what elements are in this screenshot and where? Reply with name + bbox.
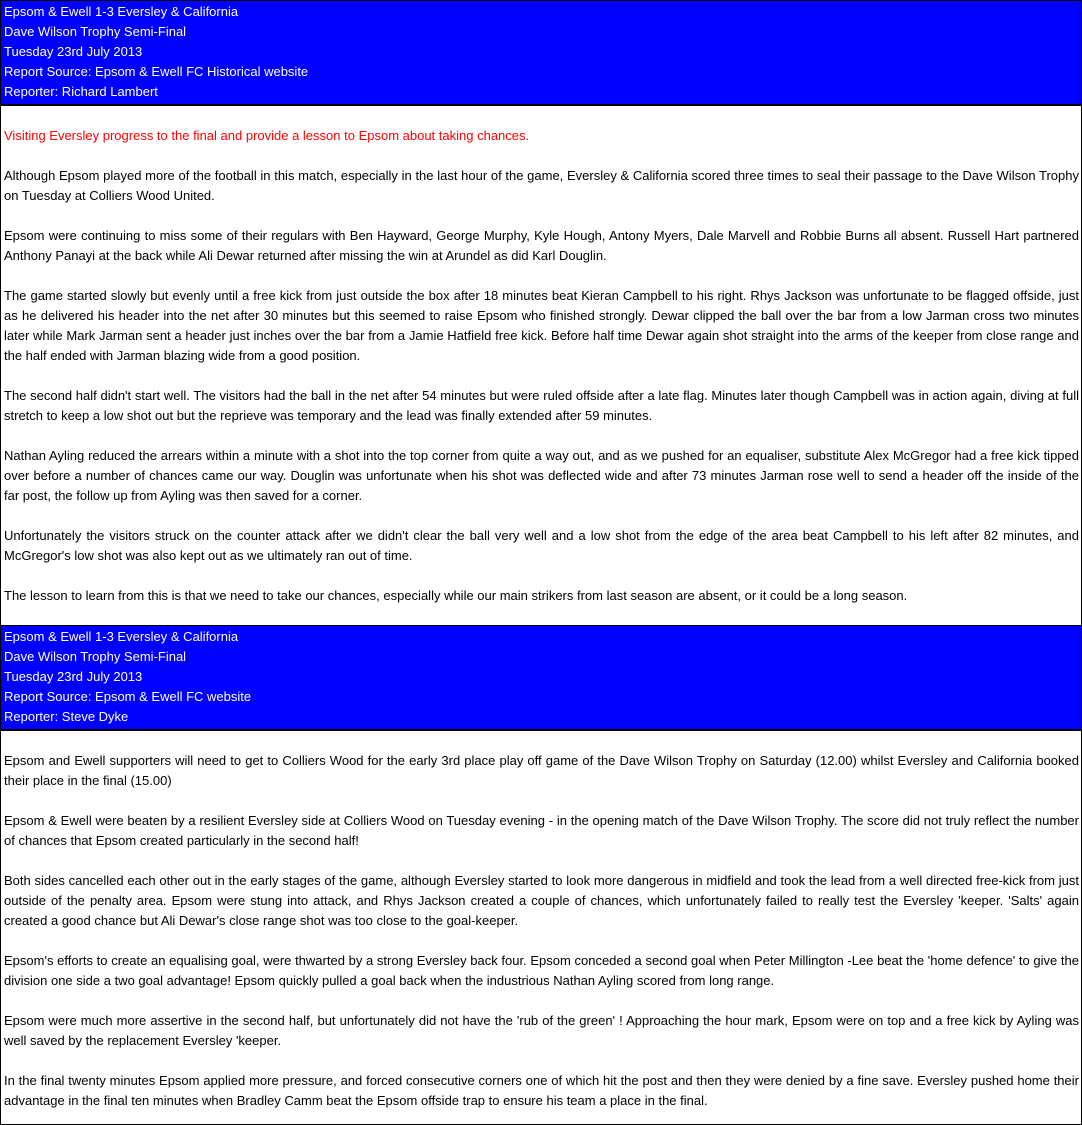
report-source: Report Source: Epsom & Ewell FC Historical website	[4, 64, 309, 79]
report-paragraph: The lesson to learn from this is that we need to take our chances, especially while our main strikers from last season are absent, or it could be a long season.	[4, 588, 908, 603]
competition-name: Dave Wilson Trophy Semi-Final	[4, 649, 187, 664]
match-date: Tuesday 23rd July 2013	[4, 669, 143, 684]
report-paragraph: Although Epsom played more of the football in this match, especially in the last hour of the game, Eversley & California scored three times to seal their passage to the Dave Wilson Trophy on Tuesday at Colliers Wood United.	[4, 168, 1079, 203]
match-date: Tuesday 23rd July 2013	[4, 44, 143, 59]
report-body-2	[1, 731, 1081, 1125]
report-paragraph: Unfortunately the visitors struck on the counter attack after we didn't clear the ball very well and a low shot from the edge of the area beat Campbell to his left after 82 minutes, and McGregor's low shot was also kept out as we ultimately ran out of time.	[4, 528, 1079, 563]
report-paragraph: Epsom's efforts to create an equalising goal, were thwarted by a strong Eversley back four. Epsom conceded a second goal when Peter Millington -Lee beat the 'home defence' to give the division one side a two goal advantage! Epsom quickly pulled a goal back when the industrious Nathan Ayling scored from long range.	[4, 953, 1079, 988]
report-headline: Visiting Eversley progress to the final and provide a lesson to Epsom about taking chances.	[4, 128, 530, 143]
report-paragraph: The game started slowly but evenly until a free kick from just outside the box after 18 minutes beat Kieran Campbell to his right. Rhys Jackson was unfortunate to be flagged offside, just as he delivered his header into the net after 30 minutes but this seemed to raise Epsom who finished strongly. Dewar clipped the ball over the bar from a low Jarman cross two minutes later while Mark Jarman sent a header just inches over the bar from a Jamie Hatfield free kick. Before half time Dewar again shot straight into the arms of the keeper from close range and the half ended with Jarman blazing wide from a good position.	[4, 288, 1079, 363]
report-header-1	[1, 1, 1081, 106]
report-paragraph: Epsom and Ewell supporters will need to get to Colliers Wood for the early 3rd place play off game of the Dave Wilson Trophy on Saturday (12.00) whilst Eversley and California booked their place in the final (15.00)	[4, 753, 1079, 788]
report-paragraph: The second half didn't start well. The visitors had the ball in the net after 54 minutes but were ruled offside after a late flag. Minutes later though Campbell was in action again, diving at full stretch to keep a low shot out but the reprieve was temporary and the lead was finally extended after 59 minutes.	[4, 388, 1079, 423]
report-paragraph: Nathan Ayling reduced the arrears within a minute with a shot into the top corner from quite a way out, and as we pushed for an equaliser, substitute Alex McGregor had a free kick tipped over before a number of chances came our way. Douglin was unfortunate when his shot was deflected wide and after 73 minutes Jarman rose well to send a header off the inside of the far post, the follow up from Ayling was then saved for a corner.	[4, 448, 1079, 503]
report-paragraph: Epsom were much more assertive in the second half, but unfortunately did not have the 'rub of the green' ! Approaching the hour mark, Epsom were on top and a free kick by Ayling was well saved by the replacement Eversley 'keeper.	[4, 1013, 1079, 1048]
match-title: Epsom & Ewell 1-3 Eversley & California	[4, 629, 239, 644]
report-header-2	[1, 625, 1081, 731]
competition-name: Dave Wilson Trophy Semi-Final	[4, 24, 187, 39]
match-title: Epsom & Ewell 1-3 Eversley & California	[4, 4, 239, 19]
report-paragraph: Epsom & Ewell were beaten by a resilient Eversley side at Colliers Wood on Tuesday evening - in the opening match of the Dave Wilson Trophy. The score did not truly reflect the number of chances that Epsom created particularly in the second half!	[4, 813, 1079, 848]
report-paragraph: Both sides cancelled each other out in the early stages of the game, although Eversley started to look more dangerous in midfield and took the lead from a well directed free-kick from just outside of the penalty area. Epsom were stung into attack, and Rhys Jackson created a couple of chances, which unfortunately failed to really test the Eversley 'keeper. 'Salts' again created a good chance but Ali Dewar's close range shot was too close to the goal-keeper.	[4, 873, 1079, 928]
reporter-name: Reporter: Steve Dyke	[4, 709, 129, 724]
report-paragraph: Epsom were continuing to miss some of their regulars with Ben Hayward, George Murphy, Kyle Hough, Antony Myers, Dale Marvell and Robbie Burns all absent. Russell Hart partnered Anthony Panayi at the back while Ali Dewar returned after missing the win at Arundel as did Karl Douglin.	[4, 228, 1079, 263]
report-body-1	[1, 106, 1081, 625]
reporter-name: Reporter: Richard Lambert	[4, 84, 158, 99]
report-paragraph: In the final twenty minutes Epsom applied more pressure, and forced consecutive corners one of which hit the post and then they were denied by a fine save. Eversley pushed home their advantage in the final ten minutes when Bradley Camm beat the Epsom offside trap to ensure his team a place in the final.	[4, 1073, 1079, 1108]
report-source: Report Source: Epsom & Ewell FC website	[4, 689, 252, 704]
